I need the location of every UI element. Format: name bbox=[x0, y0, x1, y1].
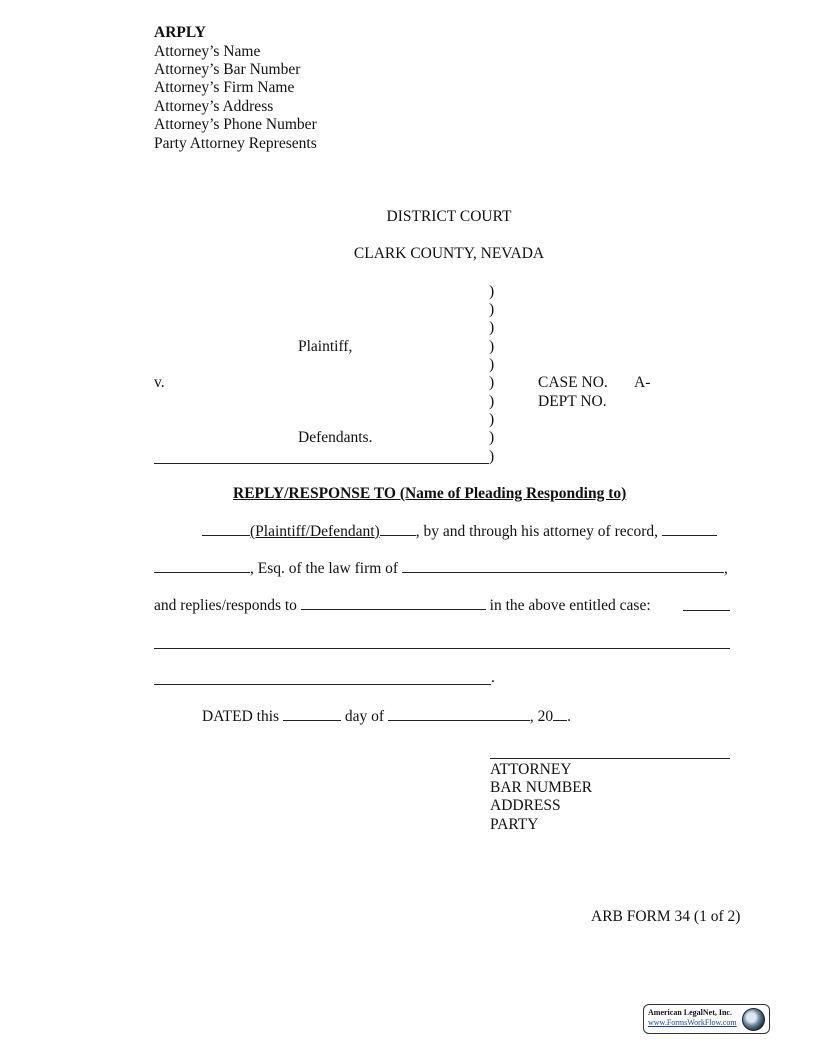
signature-attorney: ATTORNEY bbox=[490, 761, 572, 778]
court-name: DISTRICT COURT bbox=[386, 208, 512, 225]
body-line-3: and replies/responds to in the above entitled case: bbox=[154, 597, 651, 614]
party-blank-right[interactable] bbox=[380, 521, 416, 536]
form-code: ARPLY bbox=[154, 24, 206, 41]
body-line-2: , Esq. of the law firm of , bbox=[154, 558, 728, 578]
logo-website-link[interactable]: www.FormsWorkFlow.com bbox=[648, 1018, 737, 1027]
case-details-blank-short[interactable] bbox=[683, 610, 730, 611]
caption-bottom-rule bbox=[154, 463, 489, 464]
pleading-blank[interactable] bbox=[301, 595, 486, 610]
logo-company-name: American LegalNet, Inc. bbox=[648, 1008, 732, 1017]
document-title: REPLY/RESPONSE TO (Name of Pleading Responding to) bbox=[233, 485, 627, 502]
dated-line: DATED this day of , 20 . bbox=[202, 708, 571, 725]
case-no-label: CASE NO. bbox=[538, 374, 608, 391]
attorney-name-blank[interactable] bbox=[154, 558, 250, 573]
form-identifier: ARB FORM 34 (1 of 2) bbox=[591, 908, 741, 925]
case-details-blank-end[interactable] bbox=[154, 684, 491, 685]
signature-party: PARTY bbox=[490, 816, 539, 833]
globe-icon bbox=[742, 1008, 765, 1031]
attorney-firm-name-field: Attorney’s Firm Name bbox=[154, 79, 295, 96]
attorney-address-field: Attorney’s Address bbox=[154, 98, 274, 115]
body-line-5-period: . bbox=[491, 669, 495, 686]
signature-address: ADDRESS bbox=[490, 797, 561, 814]
versus-label: v. bbox=[154, 374, 165, 391]
attorney-of-record-blank[interactable] bbox=[662, 521, 717, 536]
signature-bar-number: BAR NUMBER bbox=[490, 779, 593, 796]
body-line-1: (Plaintiff/Defendant) , by and through his attorney of record, bbox=[202, 521, 717, 541]
day-blank[interactable] bbox=[283, 706, 341, 721]
attorney-phone-field: Attorney’s Phone Number bbox=[154, 116, 317, 133]
american-legalnet-logo[interactable] bbox=[643, 1004, 770, 1034]
party-placeholder[interactable]: (Plaintiff/Defendant) bbox=[250, 523, 380, 540]
year-blank[interactable] bbox=[553, 706, 567, 721]
attorney-name-field: Attorney’s Name bbox=[154, 43, 261, 60]
signature-line[interactable] bbox=[490, 758, 730, 759]
month-blank[interactable] bbox=[388, 706, 530, 721]
dept-no-label: DEPT NO. bbox=[538, 393, 607, 410]
party-blank-left[interactable] bbox=[202, 521, 250, 536]
attorney-bar-number-field: Attorney’s Bar Number bbox=[154, 61, 301, 78]
party-represented-field: Party Attorney Represents bbox=[154, 135, 317, 152]
defendants-label: Defendants. bbox=[298, 429, 373, 446]
case-details-blank-line[interactable] bbox=[154, 648, 730, 649]
plaintiff-label: Plaintiff, bbox=[298, 338, 353, 355]
case-no-field[interactable]: A- bbox=[634, 374, 651, 391]
court-county: CLARK COUNTY, NEVADA bbox=[353, 245, 545, 262]
law-firm-blank[interactable] bbox=[402, 558, 724, 573]
